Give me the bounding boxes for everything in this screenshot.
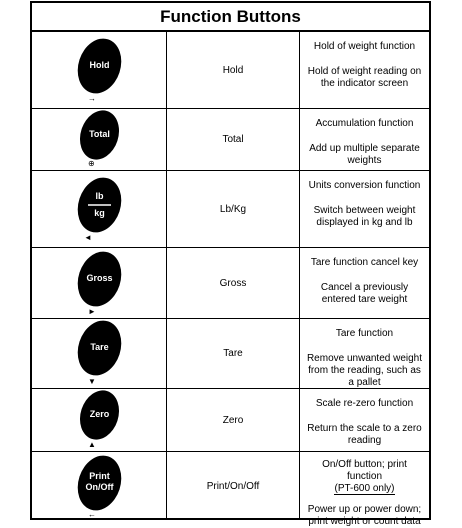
function-name: Print/On/Off xyxy=(167,452,300,520)
button-label: Gross xyxy=(86,273,113,283)
button-cell xyxy=(32,109,167,170)
description-detail: Remove unwanted weight from the reading, such as a pallet xyxy=(306,353,423,388)
hold-button-icon xyxy=(76,37,123,95)
function-buttons-table xyxy=(30,1,431,527)
gross-button-icon xyxy=(76,250,123,308)
up-triangle-icon: ▲ xyxy=(88,440,96,449)
function-description xyxy=(300,452,429,527)
table-row-hold xyxy=(32,32,429,109)
function-description xyxy=(300,171,429,247)
function-description xyxy=(300,389,429,451)
function-name: Lb/Kg xyxy=(167,171,300,247)
description-detail: Switch between weight displayed in kg and lb xyxy=(313,205,416,228)
left-arrow-icon: ← xyxy=(88,510,96,519)
description-detail: Hold of weight reading on the indicator screen xyxy=(307,66,422,89)
function-description xyxy=(300,32,429,108)
description-title: Units conversion function xyxy=(308,180,421,191)
function-name: Hold xyxy=(167,32,300,108)
table-row-print-on-off xyxy=(32,452,429,527)
button-label: Tare xyxy=(90,342,109,352)
table-row-gross xyxy=(32,248,429,319)
description-title: Accumulation function xyxy=(315,118,414,129)
right-triangle-icon: ► xyxy=(88,307,96,316)
right-arrow-icon: → xyxy=(88,94,96,103)
button-cell xyxy=(32,248,167,318)
function-name: Total xyxy=(167,109,300,170)
button-cell xyxy=(32,171,167,247)
button-label: Hold xyxy=(89,60,110,70)
lb-kg-button-icon xyxy=(76,176,123,234)
function-description xyxy=(300,319,429,388)
description-title: Scale re-zero function xyxy=(315,398,414,409)
description-detail: Return the scale to a zero reading xyxy=(307,423,422,446)
description-title: Tare function xyxy=(335,328,394,339)
function-name: Tare xyxy=(167,319,300,388)
button-label-bottom: On/Off xyxy=(85,482,114,492)
description-title: Tare function cancel key xyxy=(310,257,419,268)
print-on-off-button-icon xyxy=(76,454,123,512)
button-cell xyxy=(32,319,167,388)
button-cell xyxy=(32,389,167,451)
description-title-text: On/Off button; print function xyxy=(322,459,407,482)
zero-button-icon xyxy=(76,389,123,441)
model-note: (PT-600 only) xyxy=(334,483,395,494)
left-triangle-icon: ◄ xyxy=(84,233,92,242)
button-label-bottom: kg xyxy=(94,208,105,218)
function-name: Zero xyxy=(167,389,300,451)
table-title: Function Buttons xyxy=(32,3,429,32)
button-label: Total xyxy=(89,129,110,139)
table-row-tare xyxy=(32,319,429,389)
button-label-top: lb xyxy=(95,191,104,201)
function-description xyxy=(300,109,429,170)
button-cell xyxy=(32,452,167,520)
plus-circle-icon: ⊕ xyxy=(88,159,95,168)
tare-button-icon xyxy=(76,319,123,377)
button-label: Zero xyxy=(89,409,110,419)
function-description xyxy=(300,248,429,318)
function-name: Gross xyxy=(167,248,300,318)
button-label-top: Print xyxy=(89,471,110,481)
down-triangle-icon: ▼ xyxy=(88,377,96,386)
table-row-lb-kg xyxy=(32,171,429,248)
table-row-zero xyxy=(32,389,429,452)
description-detail: Cancel a previously entered tare weight xyxy=(320,282,409,305)
description-detail: Power up or power down; print weight or count data xyxy=(307,504,422,527)
total-button-icon xyxy=(76,109,123,161)
button-cell xyxy=(32,32,167,108)
description-title: Hold of weight function xyxy=(313,41,416,52)
description-detail: Add up multiple separate weights xyxy=(309,143,420,166)
description-title xyxy=(304,459,425,495)
table-row-total xyxy=(32,109,429,171)
